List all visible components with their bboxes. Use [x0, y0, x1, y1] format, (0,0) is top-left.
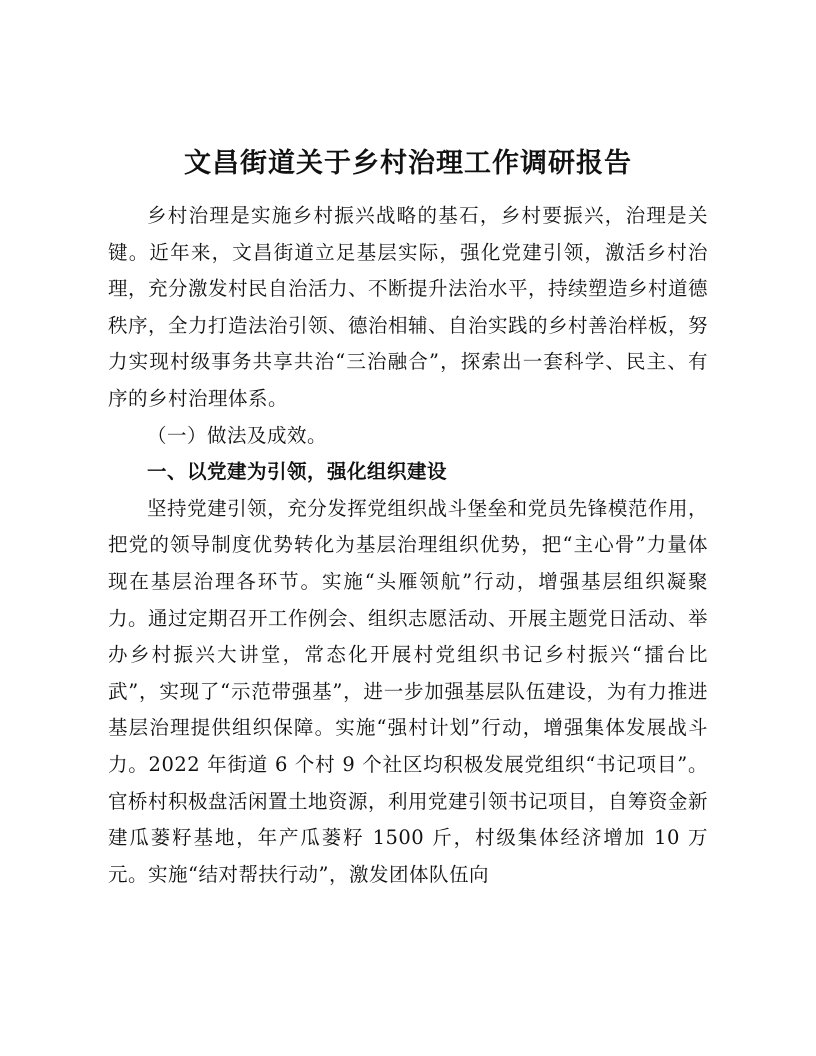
document-title: 文昌街道关于乡村治理工作调研报告	[184, 148, 632, 179]
intro-paragraph: 乡村治理是实施乡村振兴战略的基石，乡村要振兴，治理是关键。近年来，文昌街道立足基层实际，强化党建引领，激活乡村治理，充分激发村民自治活力、不断提升法治水平，持续塑造乡村道德秩序，全力打造法治引领、德治相辅、自治实践的乡村善治样板，努力实现村级事务共享共治“三治融合”，探索出一套科学、民主、有序的乡村治理体系。	[108, 204, 709, 410]
subheading: （一）做法及成效。	[147, 423, 328, 447]
section-paragraph: 坚持党建引领，充分发挥党组织战斗堡垒和党员先锋模范作用，把党的领导制度优势转化为基层治理组织优势，把“主心骨”力量体现在基层治理各环节。实施“头雁领航”行动，增强基层组织凝聚力。通过定期召开工作例会、组织志愿活动、开展主题党日活动、举办乡村振兴大讲堂，常态化开展村党组织书记乡村振兴“擂台比武”，实现了“示范带强基”，进一步加强基层队伍建设，为有力推进基层治理提供组织保障。实施“强村计划”行动，增强集体发展战斗力。2022 年街道 6 个村 9 个社区均积极发展党组织“书记项目”。官桥村积极盘活闲置土地资源，利用党建引领书记项目，自筹资金新建瓜蒌籽基地，年产瓜蒌籽 1500 斤，村级集体经济增加 10 万元。实施“结对帮扶行动”，激发团体队伍向	[108, 496, 709, 886]
section-heading: 一、以党建为引领，强化组织建设	[147, 460, 448, 484]
document-body	[108, 198, 708, 893]
